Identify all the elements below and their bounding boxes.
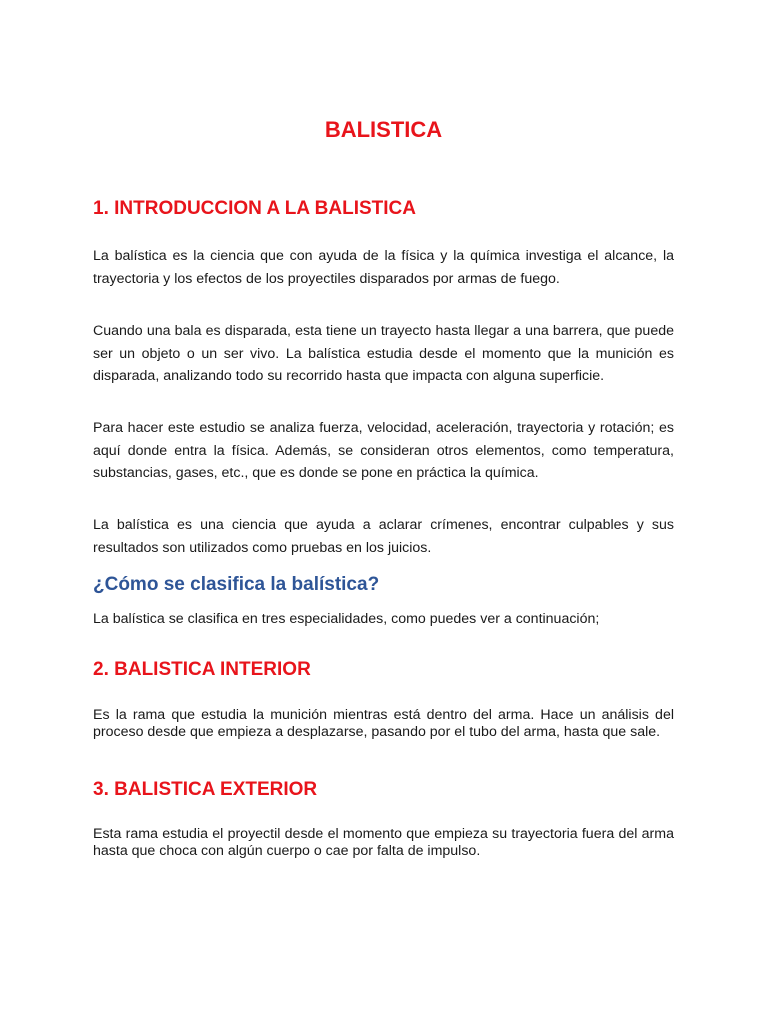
paragraph-trayecto-bala: Cuando una bala es disparada, esta tiene un trayecto hasta llegar a una barrera, que puede ser un objeto o un ser vivo. La balística estudia desde el momento que la munición es disparada, analizando todo su recorrido hasta que impacta con alguna superficie.: [93, 323, 674, 384]
paragraph-balistica-exterior: Esta rama estudia el proyectil desde el momento que empieza su trayectoria fuera del arma hasta que choca con algún cuerpo o cae por falta de impulso.: [93, 826, 674, 859]
paragraph-balistica-interior: Es la rama que estudia la munición mientras está dentro del arma. Hace un análisis del proceso desde que empieza a desplazarse, pasando por el tubo del arma, hasta que sale.: [93, 707, 674, 740]
section-heading-introduccion: 1. INTRODUCCION A LA BALISTICA: [93, 198, 416, 219]
section-heading-balistica-exterior: 3. BALISTICA EXTERIOR: [93, 779, 318, 800]
paragraph-crimenes: La balística es una ciencia que ayuda a aclarar crímenes, encontrar culpables y sus resultados son utilizados como pruebas en los juicios.: [93, 517, 674, 556]
paragraph-especialidades: La balística se clasifica en tres especialidades, como puedes ver a continuación;: [93, 611, 600, 627]
paragraph-definicion: La balística es la ciencia que con ayuda de la física y la química investiga el alcance, la trayectoria y los efectos de los proyectiles disparados por armas de fuego.: [93, 248, 674, 287]
section-heading-clasificacion: ¿Cómo se clasifica la balística?: [93, 574, 380, 595]
paragraph-fisica-quimica: Para hacer este estudio se analiza fuerza, velocidad, aceleración, trayectoria y rotación; es aquí donde entra la física. Además, se consideran otros elementos, como temperatura, substancias, gases, etc., que es donde se pone en práctica la química.: [93, 420, 674, 481]
section-heading-balistica-interior: 2. BALISTICA INTERIOR: [93, 659, 311, 680]
document-title: BALISTICA: [324, 117, 443, 142]
